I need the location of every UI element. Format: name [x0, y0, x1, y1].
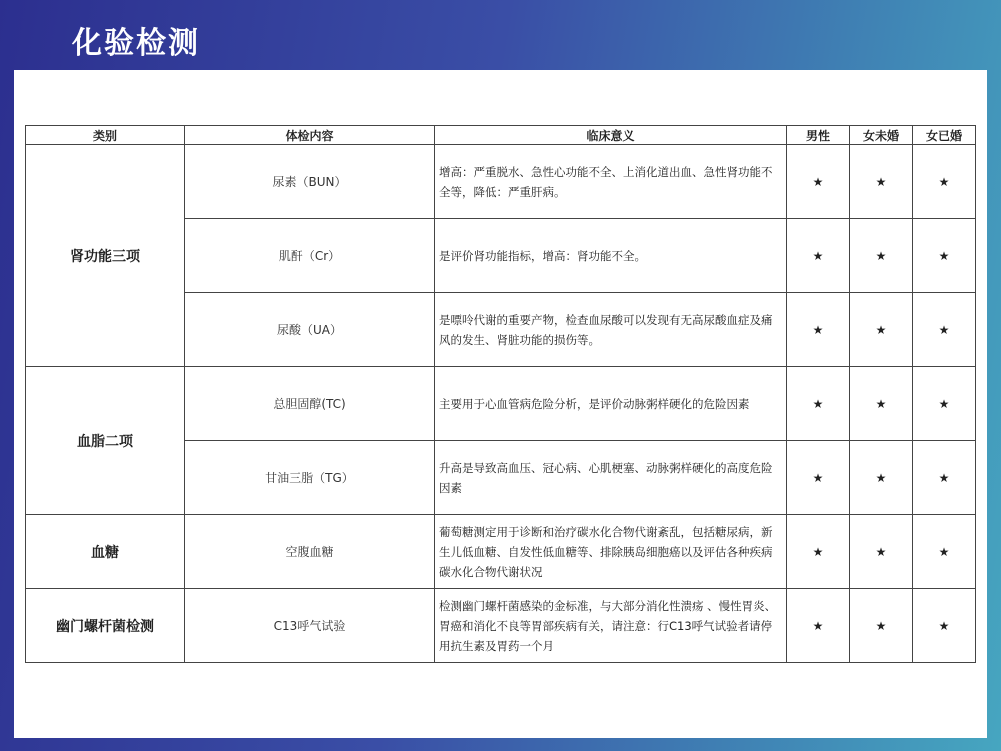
- star-female-married: ★: [913, 589, 976, 663]
- meaning-cell: 升高是导致高血压、冠心病、心肌梗塞、动脉粥样硬化的高度危险因素: [435, 441, 787, 515]
- exam-table: [25, 125, 976, 663]
- meaning-cell: 检测幽门螺杆菌感染的金标准，与大部分消化性溃疡 、慢性胃炎、胃癌和消化不良等胃部疾病有关，请注意：行C13呼气试验者请停用抗生素及胃药一个月: [435, 589, 787, 663]
- item-cell: 尿酸（UA）: [185, 293, 435, 367]
- header-female-unmarried: 女未婚: [850, 126, 913, 145]
- table-row: [26, 145, 976, 219]
- star-female-married: ★: [913, 367, 976, 441]
- star-female-unmarried: ★: [850, 589, 913, 663]
- star-male: ★: [787, 367, 850, 441]
- star-female-married: ★: [913, 219, 976, 293]
- item-cell: 肌酐（Cr）: [185, 219, 435, 293]
- item-cell: 空腹血糖: [185, 515, 435, 589]
- header-item: 体检内容: [185, 126, 435, 145]
- table-row: [26, 367, 976, 441]
- item-cell: 尿素（BUN）: [185, 145, 435, 219]
- table-row: [26, 515, 976, 589]
- meaning-cell: 葡萄糖测定用于诊断和治疗碳水化合物代谢紊乱，包括糖尿病，新生儿低血糖、自发性低血糖等、排除胰岛细胞癌以及评估各种疾病碳水化合物代谢状况: [435, 515, 787, 589]
- category-cell: 血糖: [26, 515, 185, 589]
- item-cell: 甘油三脂（TG）: [185, 441, 435, 515]
- category-cell: 肾功能三项: [26, 145, 185, 367]
- star-female-unmarried: ★: [850, 515, 913, 589]
- star-male: ★: [787, 515, 850, 589]
- page-title: 化验检测: [72, 26, 200, 61]
- star-female-married: ★: [913, 293, 976, 367]
- item-cell: 总胆固醇(TC): [185, 367, 435, 441]
- star-female-unmarried: ★: [850, 367, 913, 441]
- table-row: [26, 589, 976, 663]
- star-male: ★: [787, 293, 850, 367]
- content-panel: [14, 70, 987, 738]
- header-category: 类别: [26, 126, 185, 145]
- meaning-cell: 是评价肾功能指标，增高：肾功能不全。: [435, 219, 787, 293]
- header-meaning: 临床意义: [435, 126, 787, 145]
- meaning-cell: 是嘌呤代谢的重要产物，检查血尿酸可以发现有无高尿酸血症及痛风的发生、肾脏功能的损伤等。: [435, 293, 787, 367]
- star-male: ★: [787, 219, 850, 293]
- item-cell: C13呼气试验: [185, 589, 435, 663]
- star-female-unmarried: ★: [850, 441, 913, 515]
- category-cell: 幽门螺杆菌检测: [26, 589, 185, 663]
- star-female-unmarried: ★: [850, 293, 913, 367]
- star-male: ★: [787, 589, 850, 663]
- star-female-unmarried: ★: [850, 219, 913, 293]
- star-female-married: ★: [913, 515, 976, 589]
- star-male: ★: [787, 441, 850, 515]
- star-female-married: ★: [913, 145, 976, 219]
- star-male: ★: [787, 145, 850, 219]
- header-female-married: 女已婚: [913, 126, 976, 145]
- table-header-row: [26, 126, 976, 145]
- meaning-cell: 增高：严重脱水、急性心功能不全、上消化道出血、急性肾功能不全等，降低：严重肝病。: [435, 145, 787, 219]
- star-female-unmarried: ★: [850, 145, 913, 219]
- header-male: 男性: [787, 126, 850, 145]
- star-female-married: ★: [913, 441, 976, 515]
- meaning-cell: 主要用于心血管病危险分析，是评价动脉粥样硬化的危险因素: [435, 367, 787, 441]
- category-cell: 血脂二项: [26, 367, 185, 515]
